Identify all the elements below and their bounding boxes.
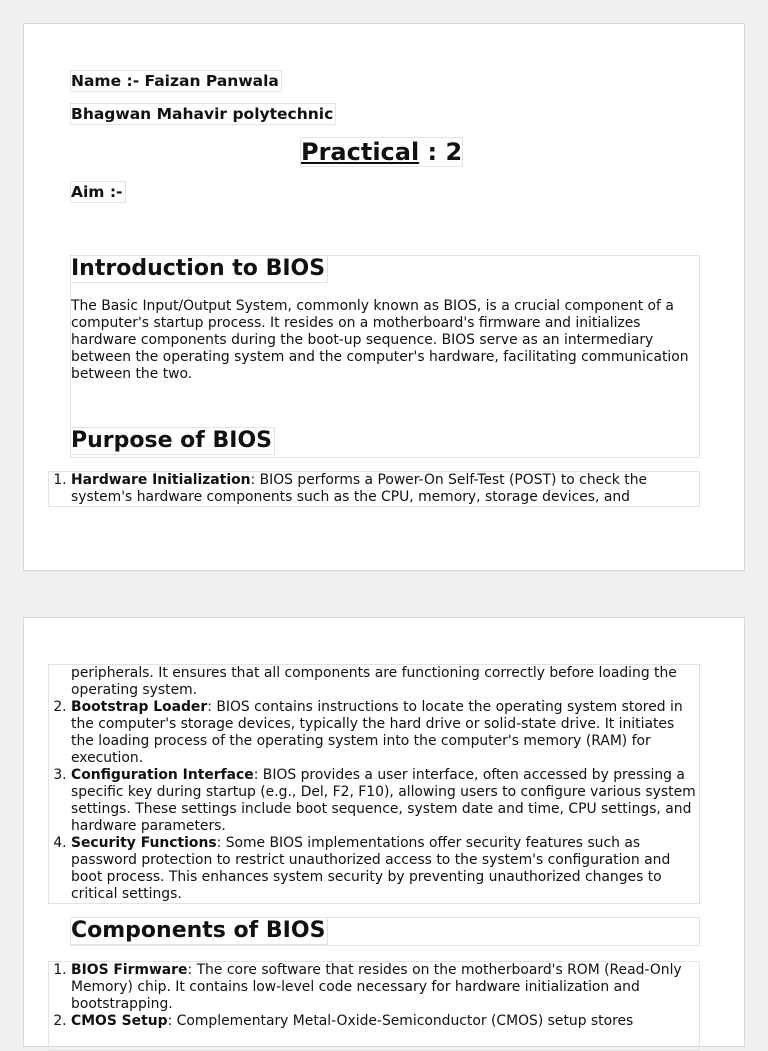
list-item-text: : The core software that resides on the motherboard's ROM (Read-Only Memory) chip. It contains low-level code necessary for hardware initialization and bootstrapping. [71,962,682,1012]
document-page-2 [23,617,745,1047]
components-heading-box [70,917,700,946]
practical-label: Practical [301,138,420,166]
practical-title [300,137,463,167]
list-item-title: BIOS Firmware [71,962,188,978]
purpose-item1-continued: peripherals. It ensures that all components are functioning correctly before loading the operating system. [71,665,677,698]
list-item-title: Security Functions [71,835,217,851]
list-item-text: : Complementary Metal-Oxide-Semiconductor (CMOS) setup stores [167,1013,634,1029]
purpose-heading: Purpose of BIOS [70,427,275,455]
list-item-title: Bootstrap Loader [71,699,208,715]
list-item-title: Hardware Initialization [71,472,251,488]
college-name: Bhagwan Mahavir polytechnic [70,103,336,125]
list-item [71,699,699,767]
components-list-box [48,961,700,1051]
list-item-text: : Some BIOS implementations offer security features such as password protection to restrict unauthorized access to the system's configuration and boot process. This enhances system security by preventing unauthorized changes to critical settings. [71,835,671,902]
aim-label: Aim :- [70,181,126,203]
list-item-title: Configuration Interface [71,767,254,783]
purpose-list [49,472,699,506]
intro-paragraph: The Basic Input/Output System, commonly known as BIOS, is a crucial component of a computer's startup process. It resides on a motherboard's firmware and initializes hardware components during the boot-up sequence. BIOS serve as an intermediary between the operating system and the computer's hardware, facilitating communication between the two. [71,298,689,382]
intro-heading: Introduction to BIOS [70,255,328,283]
list-item [71,835,699,903]
components-heading: Components of BIOS [70,917,328,945]
list-item [71,962,699,1013]
purpose-list-continued [48,664,700,904]
list-item-title: CMOS Setup [71,1013,168,1029]
list-item [71,767,699,835]
intro-section [70,255,700,458]
list-item-text: : BIOS contains instructions to locate the operating system stored in the computer's storage devices, typically the hard drive or solid-state drive. It initiates the loading process of the operating system into the computer's memory (RAM) for execution. [71,699,683,766]
purpose-list-start [48,471,700,507]
practical-number: : 2 [419,138,463,166]
components-list [49,962,699,1030]
list-item-text: : BIOS performs a Power-On Self-Test (POST) to check the system's hardware components such as the CPU, memory, storage devices, and [71,472,648,505]
list-item [71,472,699,506]
list-item-text: : BIOS provides a user interface, often accessed by pressing a specific key during startup (e.g., Del, F2, F10), allowing users to configure various system settings. These settings include boot sequence, system date and time, CPU settings, and hardware parameters. [71,767,696,834]
list-item [71,1013,699,1030]
purpose-list-cont [49,699,699,903]
student-name: Name :- Faizan Panwala [70,70,282,92]
document-page-1 [23,23,745,571]
